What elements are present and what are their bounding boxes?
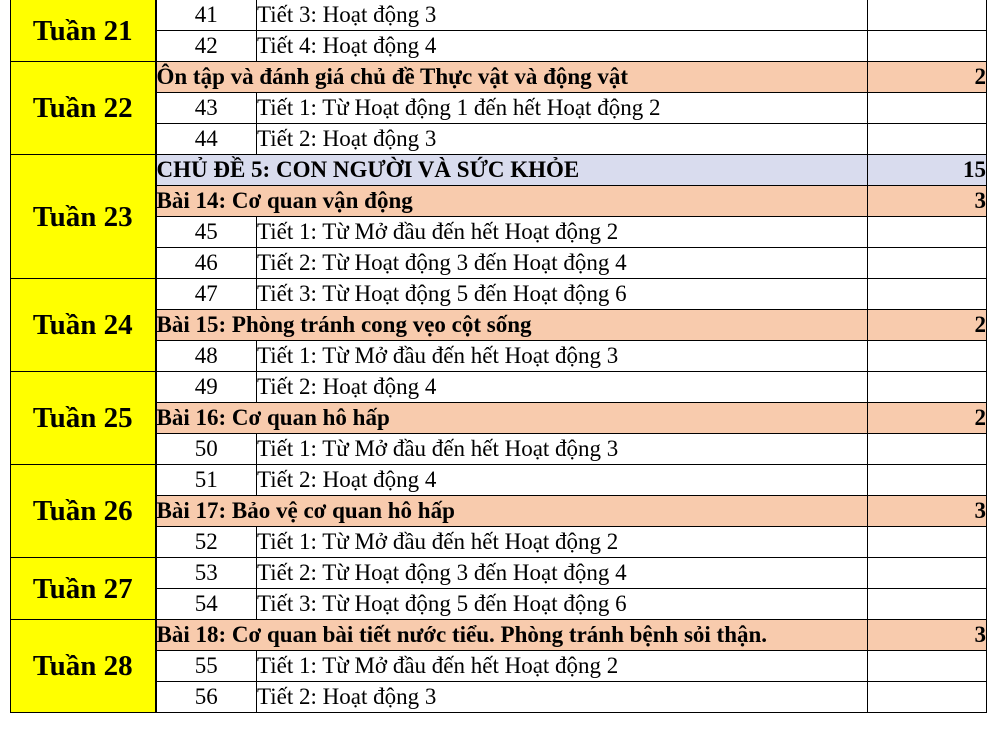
schedule-body <box>11 0 987 713</box>
lesson-period-count: 2 <box>868 403 987 434</box>
period-content: Tiết 1: Từ Mở đầu đến hết Hoạt động 2 <box>257 527 868 558</box>
period-count-cell <box>868 93 987 124</box>
period-count-cell <box>868 248 987 279</box>
period-count-cell <box>868 434 987 465</box>
week-label: Tuần 26 <box>11 465 156 558</box>
table-row <box>11 279 987 310</box>
period-count-cell <box>868 465 987 496</box>
table-row <box>11 310 987 341</box>
week-label: Tuần 21 <box>11 0 156 62</box>
table-row <box>11 62 987 93</box>
period-number: 48 <box>156 341 257 372</box>
period-number: 43 <box>156 93 257 124</box>
table-row <box>11 93 987 124</box>
period-content: Tiết 4: Hoạt động 4 <box>257 31 868 62</box>
lesson-title: Bài 17: Bảo vệ cơ quan hô hấp <box>156 496 868 527</box>
period-content: Tiết 1: Từ Hoạt động 1 đến hết Hoạt động 2 <box>257 93 868 124</box>
week-label: Tuần 22 <box>11 62 156 155</box>
table-row <box>11 620 987 651</box>
period-content: Tiết 2: Hoạt động 4 <box>257 372 868 403</box>
period-content: Tiết 2: Hoạt động 4 <box>257 465 868 496</box>
period-number: 54 <box>156 589 257 620</box>
period-count-cell <box>868 341 987 372</box>
table-row <box>11 465 987 496</box>
table-row <box>11 651 987 682</box>
week-label: Tuần 28 <box>11 620 156 713</box>
table-row <box>11 682 987 713</box>
period-content: Tiết 2: Từ Hoạt động 3 đến Hoạt động 4 <box>257 248 868 279</box>
table-row <box>11 155 987 186</box>
period-number: 50 <box>156 434 257 465</box>
week-label: Tuần 27 <box>11 558 156 620</box>
period-count-cell <box>868 279 987 310</box>
lesson-period-count: 3 <box>868 620 987 651</box>
period-content: Tiết 2: Hoạt động 3 <box>257 124 868 155</box>
period-content: Tiết 2: Từ Hoạt động 3 đến Hoạt động 4 <box>257 558 868 589</box>
week-label: Tuần 24 <box>11 279 156 372</box>
period-number: 51 <box>156 465 257 496</box>
lesson-period-count: 2 <box>868 62 987 93</box>
period-content: Tiết 1: Từ Mở đầu đến hết Hoạt động 3 <box>257 341 868 372</box>
period-number: 42 <box>156 31 257 62</box>
lesson-title: Bài 16: Cơ quan hô hấp <box>156 403 868 434</box>
period-count-cell <box>868 527 987 558</box>
period-count-cell <box>868 217 987 248</box>
period-number: 53 <box>156 558 257 589</box>
table-row <box>11 31 987 62</box>
topic-title: CHỦ ĐỀ 5: CON NGƯỜI VÀ SỨC KHỎE <box>156 155 868 186</box>
period-number: 55 <box>156 651 257 682</box>
table-row <box>11 527 987 558</box>
period-number: 41 <box>156 0 257 31</box>
period-content: Tiết 3: Từ Hoạt động 5 đến Hoạt động 6 <box>257 589 868 620</box>
lesson-period-count: 3 <box>868 186 987 217</box>
period-content: Tiết 1: Từ Mở đầu đến hết Hoạt động 3 <box>257 434 868 465</box>
table-row <box>11 0 987 31</box>
period-count-cell <box>868 0 987 31</box>
lesson-title: Ôn tập và đánh giá chủ đề Thực vật và động vật <box>156 62 868 93</box>
period-number: 44 <box>156 124 257 155</box>
period-content: Tiết 1: Từ Mở đầu đến hết Hoạt động 2 <box>257 651 868 682</box>
period-number: 52 <box>156 527 257 558</box>
period-count-cell <box>868 31 987 62</box>
period-content: Tiết 2: Hoạt động 3 <box>257 682 868 713</box>
table-row <box>11 558 987 589</box>
period-number: 47 <box>156 279 257 310</box>
period-number: 45 <box>156 217 257 248</box>
topic-period-count: 15 <box>868 155 987 186</box>
lesson-title: Bài 14: Cơ quan vận động <box>156 186 868 217</box>
table-row <box>11 248 987 279</box>
period-number: 49 <box>156 372 257 403</box>
table-row <box>11 496 987 527</box>
table-row <box>11 589 987 620</box>
table-row <box>11 434 987 465</box>
lesson-title: Bài 15: Phòng tránh cong vẹo cột sống <box>156 310 868 341</box>
period-count-cell <box>868 589 987 620</box>
period-number: 46 <box>156 248 257 279</box>
period-content: Tiết 3: Hoạt động 3 <box>257 0 868 31</box>
period-count-cell <box>868 682 987 713</box>
table-row <box>11 341 987 372</box>
period-count-cell <box>868 124 987 155</box>
week-label: Tuần 23 <box>11 155 156 279</box>
table-row <box>11 124 987 155</box>
period-content: Tiết 3: Từ Hoạt động 5 đến Hoạt động 6 <box>257 279 868 310</box>
table-row <box>11 186 987 217</box>
table-row <box>11 403 987 434</box>
table-row <box>11 217 987 248</box>
period-count-cell <box>868 372 987 403</box>
period-count-cell <box>868 558 987 589</box>
lesson-period-count: 2 <box>868 310 987 341</box>
lesson-title: Bài 18: Cơ quan bài tiết nước tiểu. Phòng tránh bệnh sỏi thận. <box>156 620 868 651</box>
period-content: Tiết 1: Từ Mở đầu đến hết Hoạt động 2 <box>257 217 868 248</box>
period-count-cell <box>868 651 987 682</box>
period-number: 56 <box>156 682 257 713</box>
table-row <box>11 372 987 403</box>
lesson-period-count: 3 <box>868 496 987 527</box>
week-label: Tuần 25 <box>11 372 156 465</box>
schedule-table <box>10 0 987 713</box>
